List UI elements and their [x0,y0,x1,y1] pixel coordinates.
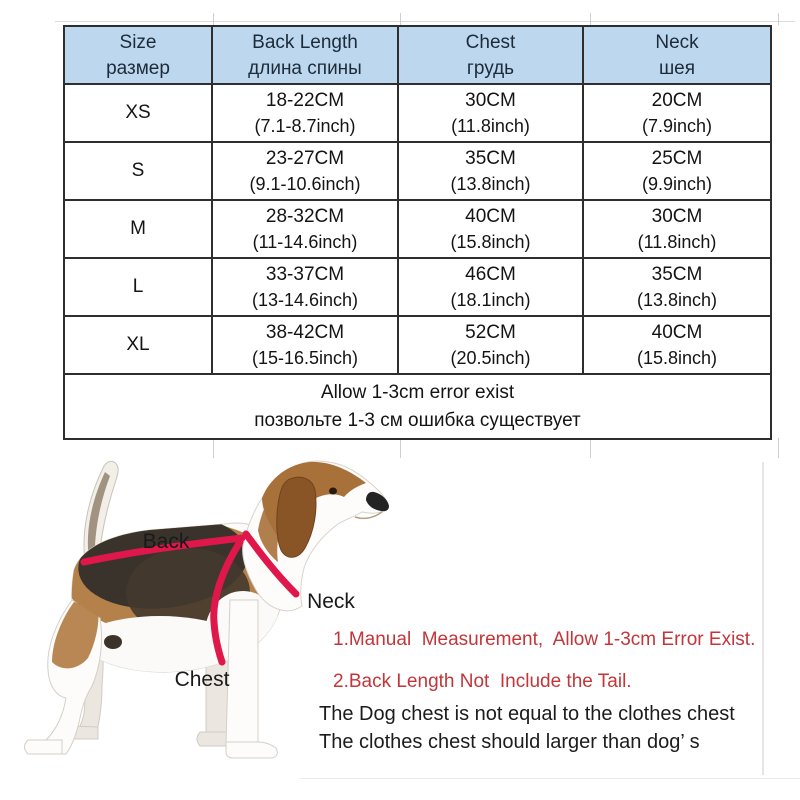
gridline-artifact [400,13,401,25]
cell-neck: 35CM (13.8inch) [583,258,771,316]
header-size-en: Size [119,31,157,53]
cell-chest: 52CM (20.5inch) [398,316,583,374]
error-note-ru: позвольте 1-3 см ошибка существует [254,410,581,431]
cell-neck: 25CM (9.9inch) [583,142,771,200]
gridline-artifact [590,438,591,458]
dog-head [243,461,389,611]
dog-eye [329,488,337,495]
back-label: Back [142,530,190,553]
neck-label: Neck [307,590,355,613]
cell-back: 18-22CM (7.1-8.7inch) [212,84,398,142]
cell-size: L [64,258,212,316]
cell-back: 28-32CM (11-14.6inch) [212,200,398,258]
table-row-xs [64,84,771,142]
cell-chest: 46CM (18.1inch) [398,258,583,316]
header-chest-ru: грудь [466,57,515,79]
gridline-artifact [213,13,214,25]
header-neck-en: Neck [655,31,699,53]
back-length-note: 2.Back Length Not Include the Tail. [333,671,632,692]
header-chest-en: Chest [465,31,516,53]
table-row-s [64,142,771,200]
cell-neck: 40CM (15.8inch) [583,316,771,374]
table-note-row [64,374,771,439]
header-back-length-ru: длина спины [248,57,362,79]
cell-size: M [64,200,212,258]
cell-size: XL [64,316,212,374]
size-chart-table [63,25,772,440]
header-neck [583,26,771,84]
manual-measurement-note: 1.Manual Measurement, Allow 1-3cm Error Exist. [333,629,756,650]
header-size [64,26,212,84]
cell-back: 38-42CM (15-16.5inch) [212,316,398,374]
header-chest [398,26,583,84]
error-note-en: Allow 1-3cm error exist [320,382,515,403]
cell-size: XS [64,84,212,142]
cell-neck: 20CM (7.9inch) [583,84,771,142]
cell-back: 33-37CM (13-14.6inch) [212,258,398,316]
gridline-artifact [400,438,401,458]
table-row-l [64,258,771,316]
gridline-artifact [778,13,779,25]
gridline-artifact [762,462,764,775]
cell-size: S [64,142,212,200]
header-neck-ru: шея [658,57,696,79]
header-back-length [212,26,398,84]
table-header-row [64,26,771,84]
error-note-cell [64,374,771,439]
gridline-artifact [778,438,779,458]
cell-neck: 30CM (11.8inch) [583,200,771,258]
chest-difference-note: The Dog chest is not equal to the clothes chest [319,703,735,725]
cell-chest: 40CM (15.8inch) [398,200,583,258]
chest-label: Chest [174,668,230,691]
gridline-artifact [55,21,795,22]
table-row-m [64,200,771,258]
header-back-length-en: Back Length [252,31,358,53]
gridline-artifact [590,13,591,25]
cell-chest: 30CM (11.8inch) [398,84,583,142]
table-row-xl [64,316,771,374]
cell-chest: 35CM (13.8inch) [398,142,583,200]
cell-back: 23-27CM (9.1-10.6inch) [212,142,398,200]
chest-larger-note: The clothes chest should larger than dog’ s [319,731,700,753]
header-size-ru: размер [106,57,170,79]
dog-belly-marking [104,635,122,649]
